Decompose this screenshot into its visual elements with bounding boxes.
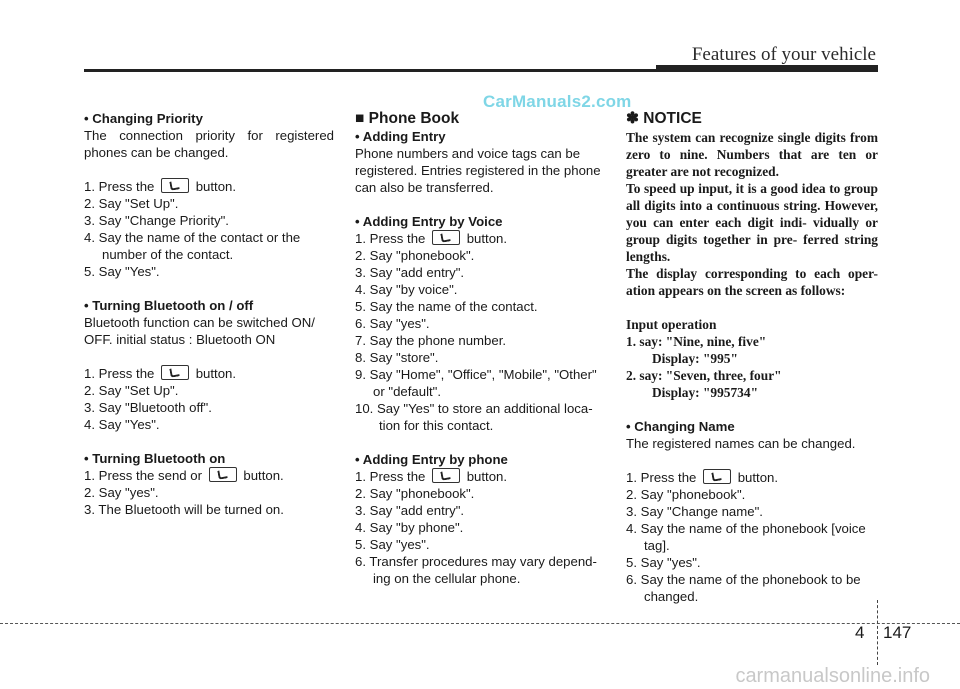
by-voice-step-5: 5. Say the name of the contact. xyxy=(355,299,538,314)
by-phone-step-4: 4. Say "by phone". xyxy=(355,520,464,535)
changing-priority-step-1: 1. Press the button. xyxy=(84,179,237,194)
display-1: Display: "995" xyxy=(652,351,738,366)
by-voice-step-7: 7. Say the phone number. xyxy=(355,333,507,348)
header-rule xyxy=(84,69,878,72)
watermark-bottom[interactable]: carmanualsonline.info xyxy=(735,665,930,687)
notice-p3: The display corresponding to each oper- ation appears on the screen as follows: xyxy=(626,266,878,298)
bt-onoff-desc: Bluetooth function can be switched ON/ OFF. initial status : Bluetooth ON xyxy=(84,315,315,347)
bt-on-step-2: 2. Say "yes". xyxy=(84,485,159,500)
adding-entry-desc: Phone numbers and voice tags can be registered. Entries registered in the phone can also be transferred. xyxy=(355,146,601,195)
changing-priority-step-2: 2. Say "Set Up". xyxy=(84,196,179,211)
by-phone-step-6: 6. Transfer procedures may vary depend- ing on the cellular phone. xyxy=(355,554,597,586)
bt-onoff-step-2: 2. Say "Set Up". xyxy=(84,383,179,398)
heading-changing-name: • Changing Name xyxy=(626,419,735,434)
heading-by-phone: • Adding Entry by phone xyxy=(355,452,508,467)
call-button-icon xyxy=(161,365,189,380)
column-1 xyxy=(84,110,334,518)
heading-bt-onoff: • Turning Bluetooth on / off xyxy=(84,298,254,313)
chapter-number: 4 xyxy=(855,623,865,642)
by-voice-step-2: 2. Say "phonebook". xyxy=(355,248,475,263)
bt-onoff-step-4: 4. Say "Yes". xyxy=(84,417,160,432)
footer-dashed-rule xyxy=(0,623,960,624)
by-phone-step-5: 5. Say "yes". xyxy=(355,537,430,552)
bt-on-step-1: 1. Press the send or button. xyxy=(84,468,284,483)
bt-on-step-3: 3. The Bluetooth will be turned on. xyxy=(84,502,284,517)
notice-body xyxy=(626,129,878,401)
page-number-divider xyxy=(877,600,878,665)
by-voice-step-10: 10. Say "Yes" to store an additional loca- tion for this contact. xyxy=(355,401,593,433)
changing-priority-step-3: 3. Say "Change Priority". xyxy=(84,213,229,228)
say-2: 2. say: "Seven, three, four" xyxy=(626,368,782,383)
display-2: Display: "995734" xyxy=(652,385,759,400)
changing-priority-desc: The connection priority for registered phones can be changed. xyxy=(84,128,334,160)
changing-name-step-6: 6. Say the name of the phonebook to be changed. xyxy=(626,572,861,604)
by-phone-step-3: 3. Say "add entry". xyxy=(355,503,465,518)
changing-name-step-4: 4. Say the name of the phonebook [voice tag]. xyxy=(626,521,866,553)
changing-name-step-1: 1. Press the button. xyxy=(626,470,779,485)
by-voice-step-8: 8. Say "store". xyxy=(355,350,439,365)
heading-adding-entry: • Adding Entry xyxy=(355,129,446,144)
call-button-icon xyxy=(161,178,189,193)
heading-by-voice: • Adding Entry by Voice xyxy=(355,214,503,229)
by-voice-step-9: 9. Say "Home", "Office", "Mobile", "Other" or "default". xyxy=(355,367,597,399)
notice-p1: The system can recognize single digits from zero to nine. Numbers that are ten or greater are not recognized. xyxy=(626,130,878,179)
by-voice-step-6: 6. Say "yes". xyxy=(355,316,430,331)
call-button-icon xyxy=(432,468,460,483)
call-button-icon xyxy=(432,230,460,245)
by-voice-step-4: 4. Say "by voice". xyxy=(355,282,458,297)
by-voice-step-3: 3. Say "add entry". xyxy=(355,265,465,280)
changing-priority-step-5: 5. Say "Yes". xyxy=(84,264,160,279)
page-number: 147 xyxy=(883,623,912,642)
heading-bt-on: • Turning Bluetooth on xyxy=(84,451,226,466)
by-phone-step-1: 1. Press the button. xyxy=(355,469,508,484)
by-voice-step-1: 1. Press the button. xyxy=(355,231,508,246)
column-2 xyxy=(355,110,605,587)
changing-name-desc: The registered names can be changed. xyxy=(626,436,856,451)
header-title: Features of your vehicle xyxy=(691,44,876,65)
changing-name-step-2: 2. Say "phonebook". xyxy=(626,487,746,502)
changing-priority-step-4: 4. Say the name of the contact or the number of the contact. xyxy=(84,230,301,262)
bt-onoff-step-1: 1. Press the button. xyxy=(84,366,237,381)
bt-onoff-step-3: 3. Say "Bluetooth off". xyxy=(84,400,212,415)
call-button-icon xyxy=(209,467,237,482)
section-phone-book: ■ Phone Book xyxy=(355,110,460,127)
watermark-top[interactable]: CarManuals2.com xyxy=(483,92,632,111)
heading-changing-priority: • Changing Priority xyxy=(84,111,203,126)
column-3 xyxy=(626,110,878,605)
notice-p2: To speed up input, it is a good idea to group all digits into a continuous string. However, you can enter each digit indi- vidually or group digits together in pre- ferred string lengths. xyxy=(626,181,878,264)
changing-name-step-5: 5. Say "yes". xyxy=(626,555,701,570)
say-1: 1. say: "Nine, nine, five" xyxy=(626,334,767,349)
notice-heading: ✽ NOTICE xyxy=(626,110,702,127)
changing-name-step-3: 3. Say "Change name". xyxy=(626,504,763,519)
by-phone-step-2: 2. Say "phonebook". xyxy=(355,486,475,501)
input-operation-label: Input operation xyxy=(626,317,717,332)
call-button-icon xyxy=(703,469,731,484)
